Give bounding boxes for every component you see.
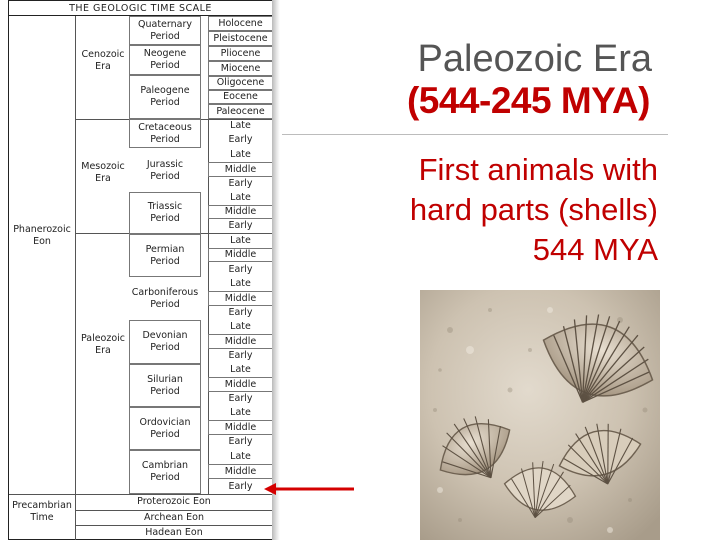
- eon-precambrian: Precambrian Time: [12, 500, 72, 523]
- time-scale-title: THE GEOLOGIC TIME SCALE: [9, 1, 272, 16]
- period-paleogene: Paleogene Period: [129, 75, 201, 119]
- period-silurian: Silurian Period: [129, 364, 201, 407]
- epoch-oligocene: Oligocene: [208, 76, 273, 90]
- era-hadean: Hadean Eon: [145, 526, 203, 538]
- epoch-early: Early: [228, 307, 253, 319]
- arrow-left-icon: [262, 480, 358, 500]
- era-proterozoic: Proterozoic Eon: [137, 496, 211, 508]
- epoch-late: Late: [230, 364, 251, 376]
- epoch-middle: Middle: [208, 334, 273, 349]
- epoch-pliocene: Pliocene: [208, 46, 273, 61]
- epoch-paleocene: Paleocene: [208, 104, 273, 119]
- epoch-late: Late: [230, 407, 251, 419]
- epoch-middle: Middle: [208, 291, 273, 306]
- epoch-early: Early: [228, 436, 253, 448]
- slide-title: Paleozoic Era: [417, 38, 652, 80]
- geologic-time-scale-table: [8, 0, 273, 540]
- period-triassic: Triassic Period: [129, 192, 201, 234]
- epoch-early: Early: [228, 350, 253, 362]
- epoch-middle: Middle: [208, 377, 273, 392]
- epoch-late: Late: [230, 450, 251, 462]
- epoch-middle: Middle: [208, 205, 273, 219]
- epoch-late: Late: [230, 321, 251, 333]
- period-cambrian: Cambrian Period: [129, 450, 201, 494]
- period-cretaceous: Cretaceous Period: [129, 119, 201, 148]
- period-jurassic: Jurassic Period: [146, 158, 184, 182]
- epoch-early: Early: [228, 178, 253, 190]
- epoch-middle: Middle: [208, 162, 273, 177]
- epoch-late: Late: [230, 278, 251, 290]
- epoch-early: Early: [228, 393, 253, 405]
- epoch-miocene: Miocene: [208, 61, 273, 76]
- period-devonian: Devonian Period: [129, 320, 201, 364]
- era-cenozoic: Cenozoic Era: [81, 49, 125, 72]
- period-ordovician: Ordovician Period: [129, 407, 201, 450]
- fossil-shells-photo: [420, 290, 660, 540]
- body-line: First animals with: [418, 152, 658, 187]
- body-line: hard parts (shells): [409, 192, 658, 227]
- period-carboniferous: Carboniferous Period: [131, 286, 199, 310]
- epoch-early: Early: [228, 134, 253, 146]
- eon-phanerozoic: Phanerozoic Eon: [13, 224, 71, 247]
- era-mesozoic: Mesozoic Era: [81, 161, 125, 184]
- period-neogene: Neogene Period: [129, 45, 201, 75]
- era-paleozoic: Paleozoic Era: [80, 333, 126, 356]
- epoch-early: Early: [228, 263, 253, 275]
- epoch-middle: Middle: [208, 420, 273, 435]
- body-line: 544 MYA: [532, 232, 658, 267]
- epoch-pleistocene: Pleistocene: [208, 31, 273, 46]
- table-shadow: [272, 0, 280, 540]
- title-separator: [282, 134, 668, 135]
- epoch-middle: Middle: [208, 248, 273, 262]
- slide-subtitle: (544-245 MYA): [406, 80, 650, 121]
- epoch-eocene: Eocene: [208, 90, 273, 104]
- era-archean: Archean Eon: [144, 511, 204, 523]
- epoch-middle: Middle: [208, 464, 273, 479]
- epoch-early: Early: [228, 480, 253, 492]
- period-quaternary: Quaternary Period: [129, 16, 201, 45]
- period-permian: Permian Period: [129, 234, 201, 277]
- epoch-late: Late: [230, 192, 251, 204]
- epoch-early: Early: [228, 220, 253, 232]
- epoch-late: Late: [230, 120, 251, 132]
- slide-body: [300, 150, 658, 270]
- epoch-late: Late: [230, 235, 251, 247]
- epoch-holocene: Holocene: [208, 16, 273, 31]
- epoch-late: Late: [230, 148, 251, 160]
